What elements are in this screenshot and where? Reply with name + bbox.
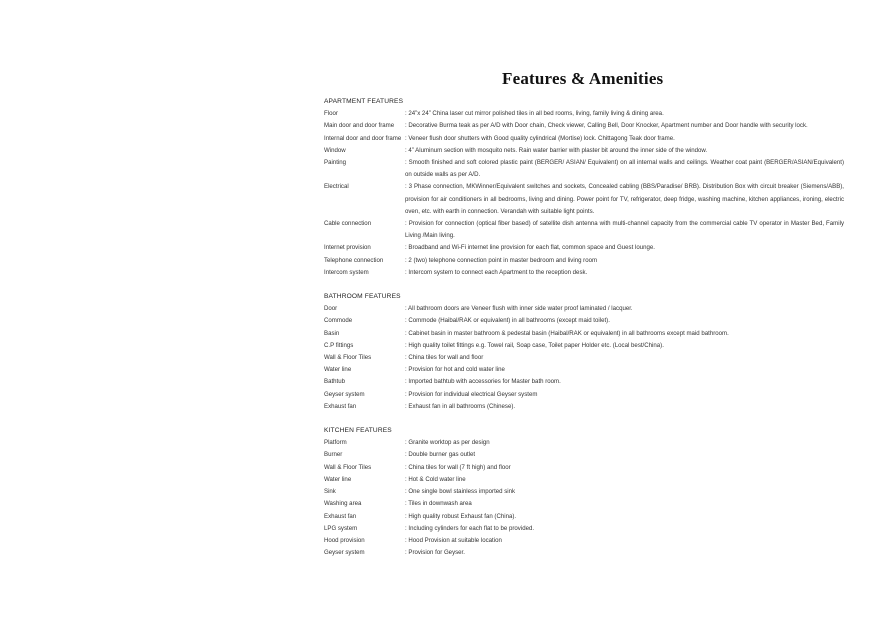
- feature-value: : One single bowl stainless imported sink: [405, 488, 516, 496]
- feature-row: [324, 315, 844, 327]
- feature-label: Floor: [324, 110, 338, 118]
- feature-label: Window: [324, 146, 346, 154]
- feature-value: : High quality robust Exhaust fan (China).: [405, 512, 517, 520]
- feature-label: Geyser system: [324, 390, 365, 398]
- feature-row: [324, 511, 844, 523]
- feature-label: Burner: [324, 451, 343, 459]
- feature-value: : Veneer flush door shutters with Good quality cylindrical (Mortise) lock. Chittagong Teak door frame.: [405, 134, 675, 142]
- feature-row: [324, 157, 844, 181]
- feature-value: : Commode (Haibal/RAK or equivalent) in all bathrooms (except maid toilet).: [405, 317, 610, 325]
- feature-row: [324, 255, 844, 267]
- feature-label: Basin: [324, 329, 340, 337]
- feature-row: [324, 449, 844, 461]
- section-heading: KITCHEN FEATURES: [324, 427, 392, 435]
- feature-value: : High quality toilet fittings e.g. Towel rail, Soap case, Toilet paper Holder etc. (Local best/China).: [405, 341, 664, 349]
- feature-value: : Tiles in downwash area: [405, 500, 472, 508]
- feature-label: Water line: [324, 366, 352, 374]
- feature-value: : Cabinet basin in master bathroom & pedestal basin (Haibal/RAK or equivalent) in all bathrooms except maid bathroom.: [405, 329, 729, 337]
- feature-label: C.P fittings: [324, 341, 354, 349]
- feature-value: : Intercom system to connect each Apartment to the reception desk.: [405, 268, 588, 276]
- feature-value: : Smooth finished and soft colored plastic paint (BERGER/ ASIAN/ Equivalent) on all internal walls and ceilings. Weather coat paint (BERGER/ASIAN/Equivalent) on outside walls as per A/D.: [405, 159, 844, 179]
- feature-value: : 2 (two) telephone connection point in master bedroom and living room: [405, 256, 598, 264]
- feature-label: Hood provision: [324, 536, 365, 544]
- feature-value: : 3 Phase connection, MKWinner/Equivalent switches and sockets, Concealed cabling (BBS/Paradise/ BRB). Distribution Box with circuit breaker (Siemens/ABB), provision for air conditioners in all bedrooms, living and dining. Power point for TV, refrigerator, deep fridge, washing machine, kitchen appliances, ironing, electric oven, etc. with earth in connection. Verandah with suitable light points.: [405, 183, 844, 215]
- feature-label: Door: [324, 305, 338, 313]
- feature-row: [324, 462, 844, 474]
- feature-value: : Granite worktop as per design: [405, 439, 490, 447]
- feature-row: [324, 133, 844, 145]
- feature-label: Wall & Floor Tiles: [324, 354, 372, 362]
- feature-value: : Provision for individual electrical Geyser system: [405, 390, 538, 398]
- feature-label: Main door and door frame: [324, 122, 395, 130]
- feature-label: Telephone connection: [324, 256, 384, 264]
- kitchen-features-section: [324, 425, 844, 559]
- feature-value: : Exhaust fan in all bathrooms (Chinese).: [405, 402, 516, 410]
- feature-value: : 24”x 24” China laser cut mirror polished tiles in all bed rooms, living, family living & dining area.: [405, 110, 664, 118]
- feature-row: [324, 267, 844, 279]
- feature-row: [324, 486, 844, 498]
- feature-label: Platform: [324, 439, 347, 447]
- feature-value: : 4” Aluminum section with mosquito nets. Rain water barrier with plaster bit around the inner side of the window.: [405, 146, 708, 154]
- features-content: [324, 96, 844, 571]
- feature-label: Internet provision: [324, 244, 371, 252]
- feature-value: : Hood Provision at suitable location: [405, 536, 502, 544]
- feature-row: [324, 120, 844, 132]
- feature-row: [324, 340, 844, 352]
- feature-row: [324, 376, 844, 388]
- feature-value: : China tiles for wall (7 ft high) and floor: [405, 463, 511, 471]
- feature-value: : Double burner gas outlet: [405, 451, 476, 459]
- feature-value: : Provision for hot and cold water line: [405, 366, 505, 374]
- bathroom-features-section: [324, 291, 844, 413]
- feature-row: [324, 242, 844, 254]
- feature-label: Sink: [324, 488, 336, 496]
- feature-label: Painting: [324, 159, 347, 167]
- feature-label: Commode: [324, 317, 353, 325]
- feature-row: [324, 328, 844, 340]
- feature-row: [324, 437, 844, 449]
- apartment-features-section: [324, 96, 844, 279]
- section-heading: APARTMENT FEATURES: [324, 98, 404, 105]
- feature-row: [324, 498, 844, 510]
- feature-label: Water line: [324, 475, 352, 483]
- feature-label: Washing area: [324, 500, 362, 508]
- feature-label: Exhaust fan: [324, 402, 357, 410]
- feature-row: [324, 523, 844, 535]
- feature-row: [324, 108, 844, 120]
- feature-label: Intercom system: [324, 268, 369, 276]
- feature-value: : Provision for Geyser.: [405, 549, 465, 557]
- feature-row: [324, 547, 844, 559]
- feature-value: : China tiles for wall and floor: [405, 354, 484, 362]
- feature-value: : Provision for connection (optical fiber based) of satellite dish antenna with multi-channel capacity from the commercial cable TV operator in Master Bed, Family Living /Main living.: [405, 220, 844, 240]
- feature-label: Electrical: [324, 183, 349, 191]
- feature-label: Wall & Floor Tiles: [324, 463, 372, 471]
- section-heading: BATHROOM FEATURES: [324, 293, 401, 301]
- feature-row: [324, 145, 844, 157]
- feature-value: : Broadband and Wi-Fi internet line provision for each flat, common space and Guest lounge.: [405, 244, 655, 252]
- feature-row: [324, 218, 844, 242]
- feature-value: : Decorative Burma teak as per A/D with Door chain, Check viewer, Calling Bell, Door Knocker, Apartment number and Door handle with security lock.: [405, 122, 808, 130]
- feature-row: [324, 474, 844, 486]
- feature-row: [324, 352, 844, 364]
- feature-value: : Including cylinders for each flat to be provided.: [405, 524, 535, 532]
- feature-label: Geyser system: [324, 549, 365, 557]
- feature-row: [324, 181, 844, 218]
- feature-row: [324, 535, 844, 547]
- feature-value: : Hot & Cold water line: [405, 475, 466, 483]
- feature-label: Cable connection: [324, 220, 372, 228]
- feature-value: : All bathroom doors are Veneer flush with inner side water proof laminated / lacquer.: [405, 305, 633, 313]
- feature-value: : Imported bathtub with accessories for Master bath room.: [405, 378, 561, 386]
- feature-row: [324, 303, 844, 315]
- page-title: Features & Amenities: [502, 69, 664, 89]
- feature-row: [324, 389, 844, 401]
- feature-label: Exhaust fan: [324, 512, 357, 520]
- feature-row: [324, 401, 844, 413]
- feature-label: Internal door and door frame: [324, 134, 402, 142]
- feature-label: LPG system: [324, 524, 358, 532]
- feature-row: [324, 364, 844, 376]
- feature-label: Bathtub: [324, 378, 346, 386]
